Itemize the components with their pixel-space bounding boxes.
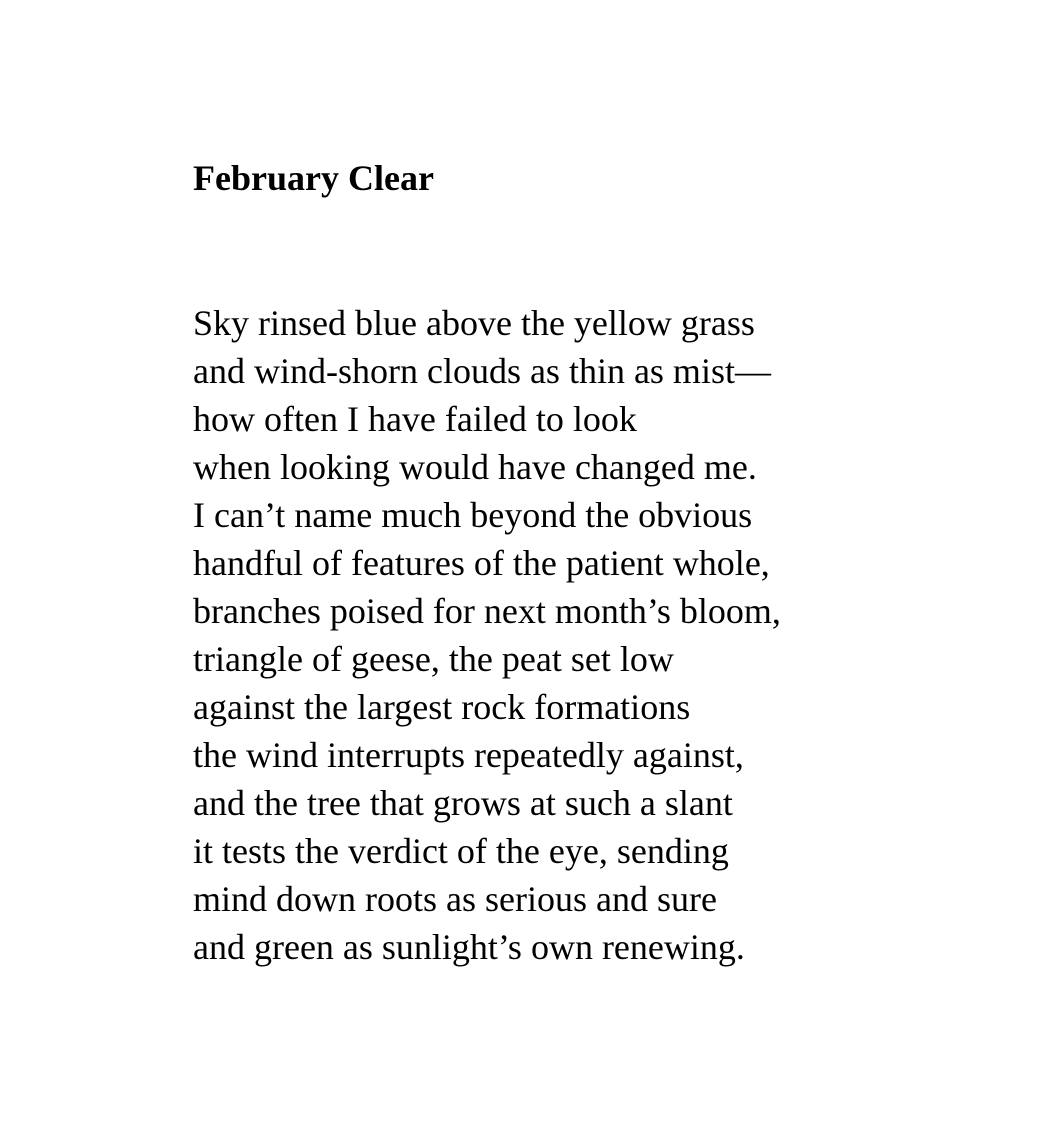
poem-line-9: against the largest rock formations [193, 687, 691, 727]
poem-line-1: Sky rinsed blue above the yellow grass [193, 303, 755, 343]
poem-line-11: and the tree that grows at such a slant [193, 783, 733, 823]
poem-line-12: it tests the verdict of the eye, sending [193, 831, 729, 871]
poem-line-3: how often I have failed to look [193, 399, 637, 439]
poem-line-8: triangle of geese, the peat set low [193, 639, 674, 679]
poem-line-4: when looking would have changed me. [193, 447, 757, 487]
poem-line-2: and wind-shorn clouds as thin as mist— [193, 351, 771, 391]
poem-line-14: and green as sunlight’s own renewing. [193, 927, 745, 967]
poem-stanza [193, 299, 781, 971]
poem-line-7: branches poised for next month’s bloom, [193, 591, 781, 631]
poem-line-6: handful of features of the patient whole, [193, 543, 770, 583]
poem-line-13: mind down roots as serious and sure [193, 879, 717, 919]
poem-line-10: the wind interrupts repeatedly against, [193, 735, 744, 775]
poem-line-5: I can’t name much beyond the obvious [193, 495, 753, 535]
poem-title: February Clear [193, 158, 434, 198]
